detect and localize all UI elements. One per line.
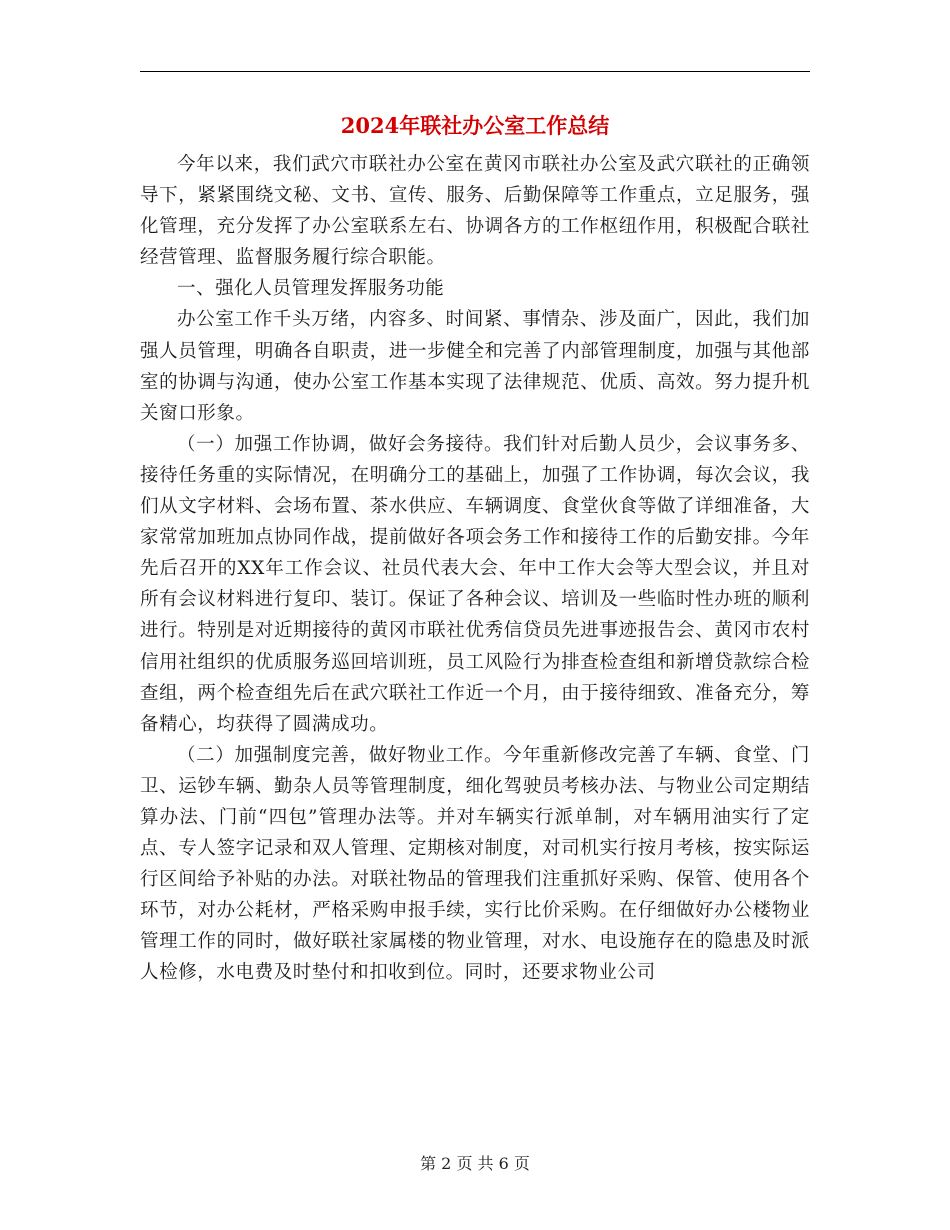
section-heading-1: 一、强化人员管理发挥服务功能 <box>177 278 445 300</box>
paragraph-section-1: 办公室工作千头万绪，内容多、时间紧、事情杂、涉及面广，因此，我们加强人员管理，明确各自职责，进一步健全和完善了内部管理制度，加强与其他部室的协调与沟通，使办公室工作基本实现了法律规范、优质、高效。努力提升机关窗口形象。 <box>140 309 810 424</box>
document-title: 2024年联社办公室工作总结 <box>340 113 610 138</box>
paragraph-subsection-2: （二）加强制度完善，做好物业工作。今年重新修改完善了车辆、食堂、门卫、运钞车辆、勤杂人员等管理制度，细化驾驶员考核办法、与物业公司定期结算办法、门前“四包”管理办法等。并对车辆实行派单制，对车辆用油实行了定点、专人签字记录和双人管理、定期核对制度，对司机实行按月考核，按实际运行区间给予补贴的办法。对联社物品的管理我们注重抓好采购、保管、使用各个环节，对办公耗材，严格采购申报手续，实行比价采购。在仔细做好办公楼物业管理工作的同时，做好联社家属楼的物业管理，对水、电设施存在的隐患及时派人检修，水电费及时垫付和扣收到位。同时，还要求物业公司 <box>140 744 810 984</box>
page-number-footer: 第 2 页 共 6 页 <box>420 1154 530 1173</box>
paragraph-subsection-1: （一）加强工作协调，做好会务接待。我们针对后勤人员少，会议事务多、接待任务重的实际情况，在明确分工的基础上，加强了工作协调，每次会议，我们从文字材料、会场布置、茶水供应、车辆调度、食堂伙食等做了详细准备，大家常常加班加点协同作战，提前做好各项会务工作和接待工作的后勤安排。今年先后召开的XX年工作会议、社员代表大会、年中工作大会等大型会议，并且对所有会议材料进行复印、装订。保证了各种会议、培训及一些临时性办班的顺利进行。特别是对近期接待的黄冈市联社优秀信贷员先进事迹报告会、黄冈市农村信用社组织的优质服务巡回培训班，员工风险行为排查检查组和新增贷款综合检查组，两个检查组先后在武穴联社工作近一个月，由于接待细致、准备充分，筹备精心，均获得了圆满成功。 <box>140 433 810 735</box>
paragraph-intro: 今年以来，我们武穴市联社办公室在黄冈市联社办公室及武穴联社的正确领导下，紧紧围绕文秘、文书、宣传、服务、后勤保障等工作重点，立足服务，强化管理，充分发挥了办公室联系左右、协调各方的工作枢纽作用，积极配合联社经营管理、监督服务履行综合职能。 <box>140 154 810 269</box>
document-body <box>140 149 810 989</box>
header-rule <box>140 71 810 72</box>
